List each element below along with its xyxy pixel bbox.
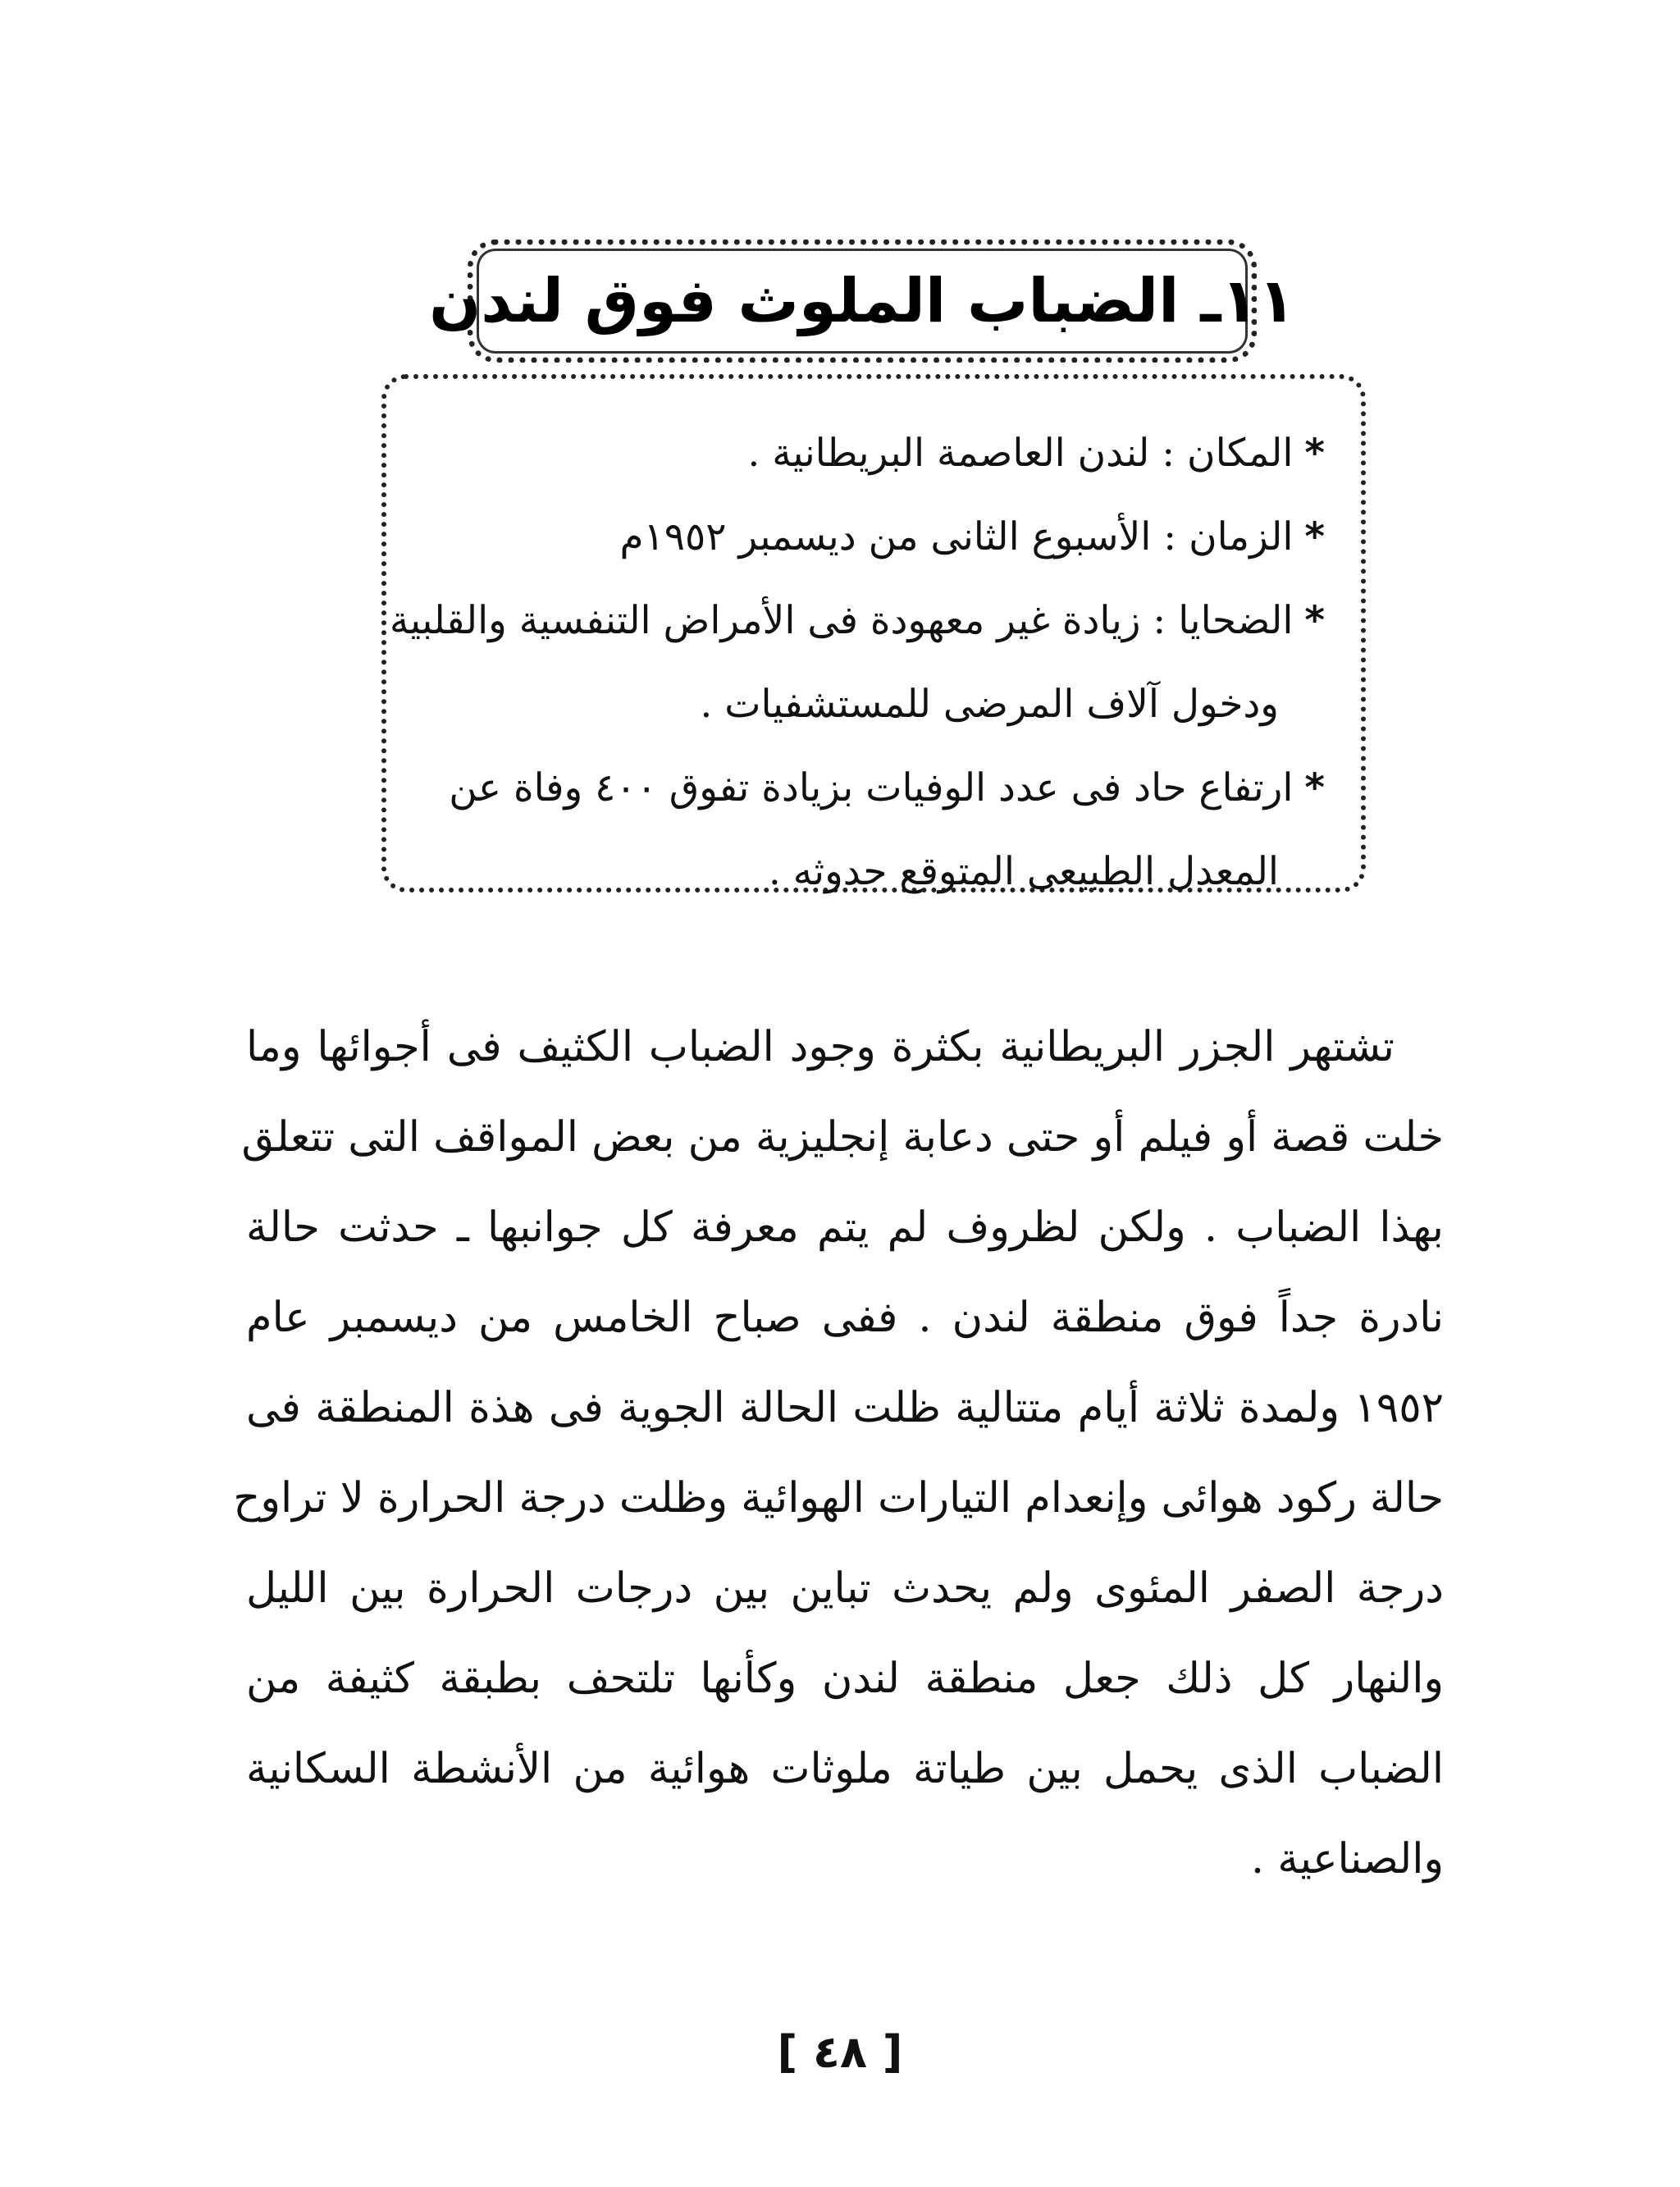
body-line: بهذا الضباب . ولكن لظروف لم يتم معرفة كل جوانبها ـ حدثت حالة: [246, 1203, 1444, 1252]
info-line-deaths-cont: [419, 830, 1325, 914]
bullet-star-icon: *: [1304, 431, 1325, 476]
body-line: تشتهر الجزر البريطانية بكثرة وجود الضباب الكثيف فى أجوائها وما: [246, 1023, 1395, 1071]
info-line-victims-cont: [419, 663, 1325, 747]
info-line-time: [419, 495, 1325, 579]
info-line-deaths: [419, 747, 1325, 830]
page-number: [ ٤٨ ]: [777, 2026, 903, 2078]
info-box: [381, 374, 1366, 893]
body-line: ١٩٥٢ ولمدة ثلاثة أيام متتالية ظلت الحالة الجوية فى هذة المنطقة فى: [246, 1384, 1444, 1432]
body-line: درجة الصفر المئوى ولم يحدث تباين بين درجات الحرارة بين الليل: [246, 1564, 1444, 1613]
bullet-star-icon: *: [1304, 598, 1325, 643]
body-line: والنهار كل ذلك جعل منطقة لندن وكأنها تلتحف بطبقة كثيفة من: [246, 1655, 1444, 1703]
info-victims-text: الضحايا : زيادة غير معهودة فى الأمراض التنفسية والقلبية: [389, 598, 1294, 643]
body-line: خلت قصة أو فيلم أو حتى دعابة إنجليزية من بعض المواقف التى تتعلق: [241, 1113, 1444, 1162]
body-line: حالة ركود هوائى وإنعدام التيارات الهوائية وظلت درجة الحرارة لا تراوح: [233, 1474, 1444, 1523]
chapter-title: ١١ـ الضباب الملوث فوق لندن: [429, 266, 1295, 336]
info-place-text: المكان : لندن العاصمة البريطانية .: [747, 431, 1294, 476]
bullet-star-icon: *: [1304, 765, 1325, 810]
title-frame: [429, 240, 1295, 363]
info-line-victims: [389, 579, 1325, 663]
info-deaths-text: ارتفاع حاد فى عدد الوفيات بزيادة تفوق ٤٠٠ وفاة عن: [449, 765, 1294, 810]
info-deaths-cont-text: المعدل الطبيعى المتوقع حدوثه .: [768, 849, 1279, 894]
body-line: والصناعية .: [1250, 1835, 1444, 1883]
bullet-star-icon: *: [1304, 514, 1325, 559]
info-line-place: [419, 412, 1325, 495]
body-paragraph: [233, 1002, 1445, 1905]
body-line: نادرة جداً فوق منطقة لندن . ففى صباح الخامس من ديسمبر عام: [246, 1294, 1444, 1342]
info-time-text: الزمان : الأسبوع الثانى من ديسمبر ١٩٥٢م: [619, 514, 1294, 559]
info-victims-cont-text: ودخول آلاف المرضى للمستشفيات .: [700, 682, 1279, 727]
body-line: الضباب الذى يحمل بين طياتة ملوثات هوائية من الأنشطة السكانية: [246, 1745, 1445, 1793]
